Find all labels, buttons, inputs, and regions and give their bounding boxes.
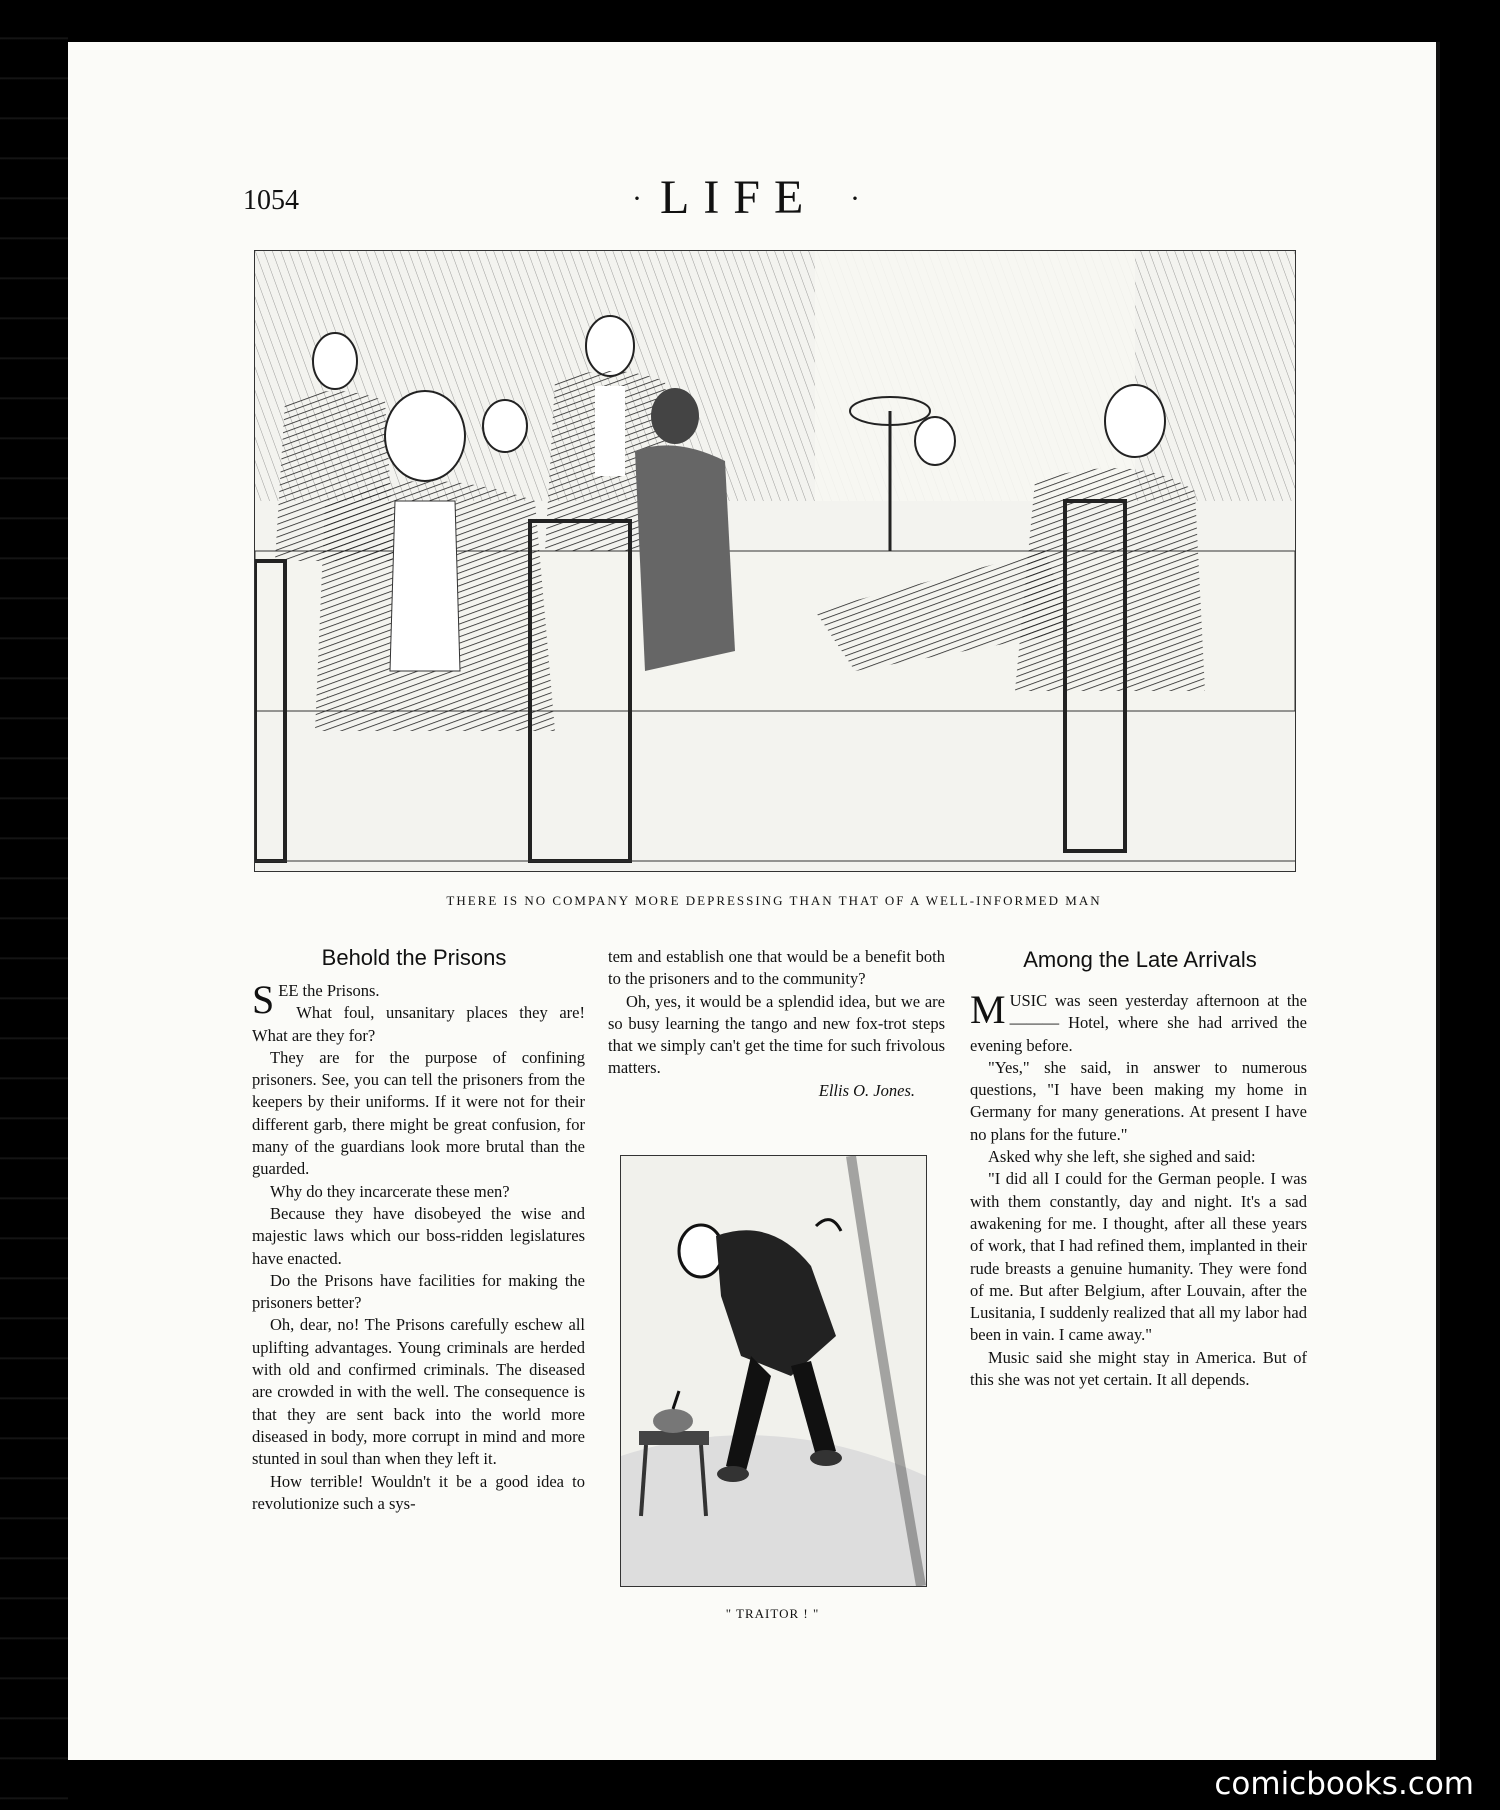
page-number: 1054: [243, 185, 299, 216]
masthead-title: LIFE: [660, 171, 818, 224]
article-prisons-paragraph: Because they have disobeyed the wise and majestic laws which our boss-ridden legislatures have enacted.: [252, 1203, 585, 1268]
article-prisons-paragraph: What foul, unsanitary places they are! What are they for?: [252, 1003, 585, 1045]
masthead-dot-right: ·: [850, 182, 860, 215]
traitor-cartoon: [620, 1155, 927, 1587]
dinner-party-illustration: [254, 250, 1296, 872]
author-signature: Ellis O. Jones.: [818, 1080, 915, 1100]
illustration-caption: THERE IS NO COMPANY MORE DEPRESSING THAN THAT OF A WELL-INFORMED MAN: [446, 893, 1102, 908]
article-late-arrivals-column: [970, 987, 1307, 1391]
article-prisons-paragraph: Oh, dear, no! The Prisons carefully eschew all uplifting advantages. Young criminals are herded with old and confirmed criminals. The diseased are crowded in with the well. The consequence is that they are sent back into the world more diseased in body, more corrupt in mind and more stunted in soul than when they left it.: [252, 1315, 585, 1469]
dinner-party-drawing: [255, 251, 1295, 871]
article-prisons-continued-paragraph: Oh, yes, it would be a splendid idea, but we are so busy learning the tango and new fox-trot steps that we simply can't get the time for such frivolous matters.: [608, 991, 945, 1078]
traitor-drawing: [621, 1156, 926, 1586]
article-prisons-column: [252, 977, 585, 1515]
article-prisons-paragraph: How terrible! Wouldn't it be a good idea to revolutionize such a sys-: [252, 1471, 585, 1513]
article-heading-late-arrivals: Among the Late Arrivals: [1023, 947, 1257, 972]
site-watermark: comicbooks.com: [1214, 1766, 1474, 1802]
article-late-arrivals-paragraph: Asked why she left, she sighed and said:: [988, 1147, 1256, 1167]
article-late-arrivals-first-line: USIC was seen yesterday afternoon at the ——— Hotel, where she had arrived the evening before.: [970, 991, 1307, 1055]
facing-page-edge: [1436, 42, 1440, 1760]
scan-left-border: [0, 0, 68, 1810]
article-late-arrivals-paragraph: "Yes," she said, in answer to numerous questions, "I have been making my home in Germany for many generations. At present I have no plans for the future.": [970, 1057, 1307, 1144]
article-late-arrivals-paragraph: Music said she might stay in America. But of this she was not yet certain. It all depends.: [970, 1347, 1307, 1390]
article-heading-prisons: Behold the Prisons: [321, 945, 507, 970]
cartoon-caption: " TRAITOR ! ": [725, 1606, 820, 1621]
article-prisons-continued-paragraph: tem and establish one that would be a benefit both to the prisoners and to the community?: [608, 947, 945, 989]
dropcap-m: M: [970, 987, 1006, 1032]
article-prisons-paragraph: Why do they incarcerate these men?: [270, 1181, 510, 1201]
article-prisons-paragraph: They are for the purpose of confining prisoners. See, you can tell the prisoners from the keepers by their uniforms. If it were not for their different garb, there might be great confusion, for many of the guardians look more brutal than the guarded.: [252, 1047, 585, 1179]
article-prisons-first-line: EE the Prisons.: [278, 981, 380, 1000]
masthead-dot-left: ·: [632, 182, 642, 215]
article-prisons-paragraph: Do the Prisons have facilities for making the prisoners better?: [252, 1270, 585, 1313]
article-late-arrivals-paragraph: "I did all I could for the German people. I was with them constantly, day and night. It's a sad awakening for me. I thought, after all these years of work, that I had refined them, implanted in their rude breasts a genuine humanity. They were fond of me. But after Belgium, after Louvain, after the Lusitania, I suddenly realized that all my labor had been in vain. I came away.": [970, 1169, 1307, 1345]
dropcap-s: S: [252, 977, 275, 1022]
article-prisons-continued: [608, 946, 945, 1102]
